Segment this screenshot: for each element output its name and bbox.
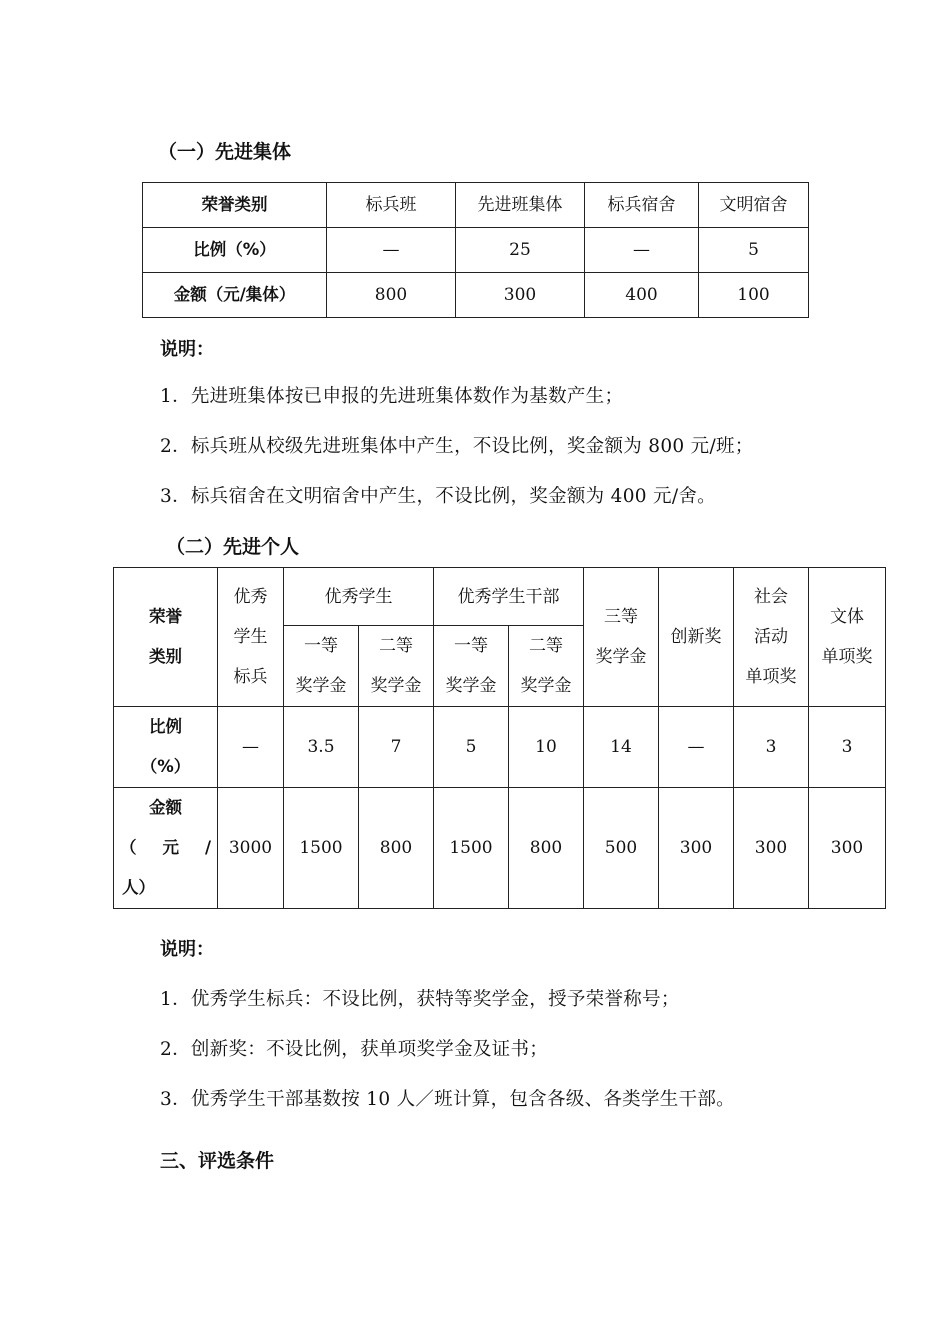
table-cell: 400 (585, 273, 699, 318)
note-item: 1．优秀学生标兵：不设比例，获特等奖学金，授予荣誉称号； (160, 989, 680, 1010)
table-cell: 3.5 (284, 707, 359, 788)
header-cell: 一等 奖学金 (284, 626, 359, 707)
header-cell: 文明宿舍 (699, 183, 809, 228)
notes-label: 说明： (160, 339, 214, 360)
collective-honors-table (142, 182, 809, 318)
table-cell: 14 (584, 707, 659, 788)
note-item: 2．创新奖：不设比例，获单项奖学金及证书； (160, 1039, 549, 1060)
row-label: 比例（%） (143, 228, 327, 273)
row-label: 金额（元/集体） (143, 273, 327, 318)
row-label: 金额 （ 元 / 人） (114, 788, 218, 909)
table-cell: 3000 (218, 788, 284, 909)
table-cell: — (218, 707, 284, 788)
table-cell: 10 (509, 707, 584, 788)
header-cell: 标兵班 (327, 183, 456, 228)
table-cell: — (659, 707, 734, 788)
table-row (143, 228, 809, 273)
note-item: 1．先进班集体按已申报的先进班集体数作为基数产生； (160, 386, 624, 407)
row-label: 比例 （%） (114, 707, 218, 788)
table-cell: 100 (699, 273, 809, 318)
header-cell: 荣誉类别 (143, 183, 327, 228)
group-header: 优秀学生 (284, 568, 434, 626)
group-header: 优秀学生干部 (434, 568, 584, 626)
header-cell: 二等 奖学金 (359, 626, 434, 707)
table-cell: 300 (659, 788, 734, 909)
table-cell: 500 (584, 788, 659, 909)
header-cell: 文体 单项奖 (809, 568, 886, 707)
table-cell: 3 (734, 707, 809, 788)
table-cell: 1500 (434, 788, 509, 909)
table-cell: 7 (359, 707, 434, 788)
table-cell: 800 (327, 273, 456, 318)
individual-honors-table (113, 567, 886, 909)
header-cell: 三等 奖学金 (584, 568, 659, 707)
table-cell: — (327, 228, 456, 273)
header-cell: 标兵宿舍 (585, 183, 699, 228)
table-cell: 300 (734, 788, 809, 909)
header-cell: 优秀 学生 标兵 (218, 568, 284, 707)
table-cell: 3 (809, 707, 886, 788)
note-item: 3．标兵宿舍在文明宿舍中产生，不设比例，奖金额为 400 元/舍。 (160, 486, 716, 507)
section-2-heading: （二）先进个人 (166, 536, 300, 558)
table-cell: 5 (699, 228, 809, 273)
table-row (114, 568, 886, 626)
table-cell: 300 (809, 788, 886, 909)
header-cell: 先进班集体 (456, 183, 585, 228)
table-cell: 5 (434, 707, 509, 788)
table-row (114, 707, 886, 788)
notes-label: 说明： (160, 939, 214, 960)
header-cell: 一等 奖学金 (434, 626, 509, 707)
note-item: 2．标兵班从校级先进班集体中产生，不设比例，奖金额为 800 元/班； (160, 436, 754, 457)
table-cell: 800 (359, 788, 434, 909)
table-row (114, 788, 886, 909)
header-cell: 社会 活动 单项奖 (734, 568, 809, 707)
section-3-heading: 三、评选条件 (160, 1150, 275, 1172)
header-cell: 二等 奖学金 (509, 626, 584, 707)
table-cell: — (585, 228, 699, 273)
table-cell: 1500 (284, 788, 359, 909)
note-item: 3．优秀学生干部基数按 10 人／班计算，包含各级、各类学生干部。 (160, 1089, 735, 1110)
table-cell: 25 (456, 228, 585, 273)
category-header: 荣誉 类别 (114, 568, 218, 707)
table-row (143, 273, 809, 318)
table-cell: 300 (456, 273, 585, 318)
header-cell: 创新奖 (659, 568, 734, 707)
section-1-heading: （一）先进集体 (158, 141, 292, 163)
table-cell: 800 (509, 788, 584, 909)
table-row (143, 183, 809, 228)
